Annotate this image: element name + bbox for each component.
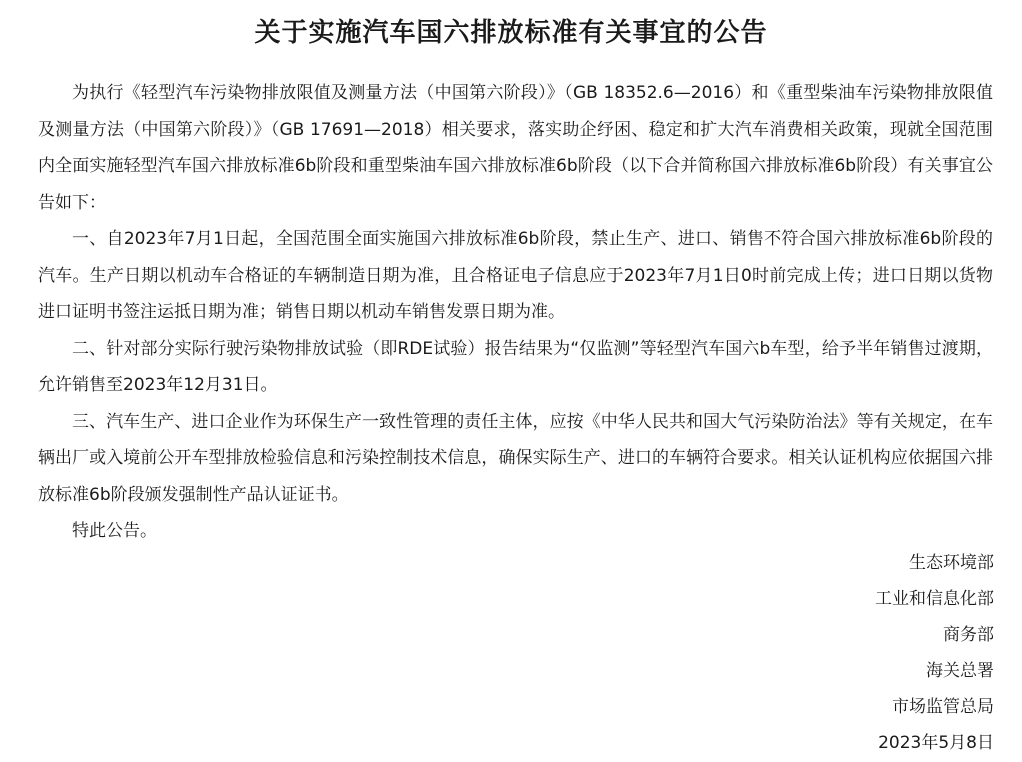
document-date: 2023年5月8日 <box>878 733 994 753</box>
document-title: 关于实施汽车国六排放标准有关事宜的公告 <box>254 18 768 48</box>
signer-customs: 海关总署 <box>926 661 994 681</box>
paragraph-item-2: 二、针对部分实际行驶污染物排放试验（即RDE试验）报告结果为“仅监测”等轻型汽车国六b车型，给予半年销售过渡期，允许销售至2023年12月31日。 <box>38 338 993 395</box>
signer-ministry-industry: 工业和信息化部 <box>875 589 994 609</box>
paragraph-intro: 为执行《轻型汽车污染物排放限值及测量方法（中国第六阶段）》（GB 18352.6—2016）和《重型柴油车污染物排放限值及测量方法（中国第六阶段）》（GB 17691—2018）相关要求，落实助企纾困、稳定和扩大汽车消费相关政策，现就全国范围内全面实施轻型汽车国六排放标准6b阶段和重型柴油车国六排放标准6b阶段（以下合并简称国六排放标准6b阶段）有关事宜公告如下： <box>38 83 993 213</box>
signer-ministry-commerce: 商务部 <box>943 625 994 645</box>
paragraph-item-3: 三、汽车生产、进口企业作为环保生产一致性管理的责任主体，应按《中华人民共和国大气污染防治法》等有关规定，在车辆出厂或入境前公开车型排放检验信息和污染控制技术信息，确保实际生产、进口的车辆符合要求。相关认证机构应依据国六排放标准6b阶段颁发强制性产品认证证书。 <box>38 411 993 505</box>
signer-ministry-ecology: 生态环境部 <box>909 553 994 573</box>
signer-market-regulation: 市场监管总局 <box>892 697 994 717</box>
paragraph-item-1: 一、自2023年7月1日起，全国范围全面实施国六排放标准6b阶段，禁止生产、进口、销售不符合国六排放标准6b阶段的汽车。生产日期以机动车合格证的车辆制造日期为准，且合格证电子信息应于2023年7月1日0时前完成上传；进口日期以货物进口证明书签注运抵日期为准；销售日期以机动车销售发票日期为准。 <box>38 229 993 322</box>
signature-block <box>875 545 994 761</box>
document-body <box>38 75 993 550</box>
paragraph-closing: 特此公告。 <box>72 521 157 541</box>
